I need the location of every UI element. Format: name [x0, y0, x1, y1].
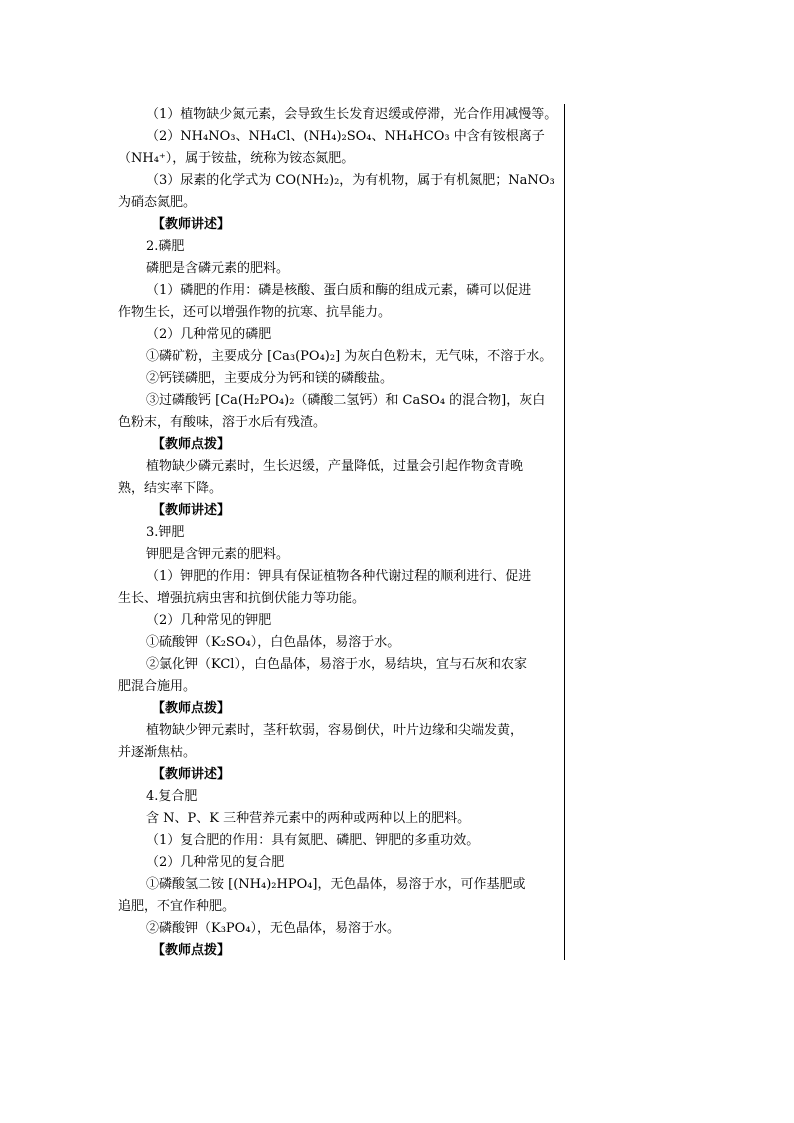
text-line: 生长、增强抗病虫害和抗倒伏能力等功能。 — [118, 591, 366, 606]
text-line: ①硫酸钾（K₂SO₄），白色晶体，易溶于水。 — [146, 635, 401, 650]
subsection-title: 2.磷肥 — [146, 239, 185, 254]
text-line: 熟，结实率下降。 — [118, 481, 223, 496]
section-heading: 【教师讲述】 — [152, 503, 231, 518]
text-line: ①磷矿粉，主要成分 [Ca₃(PO₄)₂] 为灰白色粉末，无气味，不溶于水。 — [146, 349, 553, 364]
section-heading: 【教师点拨】 — [152, 943, 231, 958]
text-line: 作物生长，还可以增强作物的抗寒、抗旱能力。 — [118, 305, 392, 320]
text-line: 植物缺少磷元素时，生长迟缓，产量降低，过量会引起作物贪青晚 — [146, 459, 524, 474]
text-line: （1）植物缺少氮元素，会导致生长发育迟缓或停滞，光合作用减慢等。 — [146, 107, 558, 122]
section-heading: 【教师讲述】 — [152, 767, 231, 782]
text-line: 钾肥是含钾元素的肥料。 — [146, 547, 290, 562]
text-line: 并逐渐焦枯。 — [118, 745, 197, 760]
text-line: （2）NH₄NO₃、NH₄Cl、(NH₄)₂SO₄、NH₄HCO₃ 中含有铵根离子 — [146, 129, 545, 144]
text-line: （2）几种常见的复合肥 — [146, 855, 285, 870]
text-line: （NH₄⁺），属于铵盐，统称为铵态氮肥。 — [118, 151, 355, 166]
text-line: （1）复合肥的作用：具有氮肥、磷肥、钾肥的多重功效。 — [146, 833, 480, 848]
text-line: 植物缺少钾元素时，茎秆软弱，容易倒伏，叶片边缘和尖端发黄， — [146, 723, 524, 738]
text-line: （2）几种常见的钾肥 — [146, 613, 272, 628]
subsection-title: 4.复合肥 — [146, 789, 198, 804]
text-line: 磷肥是含磷元素的肥料。 — [146, 261, 290, 276]
text-line: ①磷酸氢二铵 [(NH₄)₂HPO₄]，无色晶体，易溶于水，可作基肥或 — [146, 877, 526, 892]
text-line: ②磷酸钾（K₃PO₄），无色晶体，易溶于水。 — [146, 921, 401, 936]
text-line: 为硝态氮肥。 — [118, 195, 197, 210]
text-line: 色粉末，有酸味，溶于水后有残渣。 — [118, 415, 327, 430]
section-heading: 【教师点拨】 — [152, 437, 231, 452]
text-line: （3）尿素的化学式为 CO(NH₂)₂，为有机物，属于有机氮肥；NaNO₃ — [146, 173, 555, 188]
text-line: 含 N、P、K 三种营养元素中的两种或两种以上的肥料。 — [146, 811, 471, 826]
text-line: ③过磷酸钙 [Ca(H₂PO₄)₂（磷酸二氢钙）和 CaSO₄ 的混合物]，灰白 — [146, 393, 546, 408]
text-line: ②氯化钾（KCl），白色晶体，易溶于水，易结块，宜与石灰和农家 — [146, 657, 527, 672]
text-line: ②钙镁磷肥，主要成分为钙和镁的磷酸盐。 — [146, 371, 394, 386]
text-line: 追肥，不宜作种肥。 — [118, 899, 236, 914]
section-heading: 【教师讲述】 — [152, 217, 231, 232]
text-line: 肥混合施用。 — [118, 679, 197, 694]
subsection-title: 3.钾肥 — [146, 525, 185, 540]
section-heading: 【教师点拨】 — [152, 701, 231, 716]
text-line: （1）磷肥的作用：磷是核酸、蛋白质和酶的组成元素，磷可以促进 — [146, 283, 532, 298]
text-line: （2）几种常见的磷肥 — [146, 327, 272, 342]
text-line: （1）钾肥的作用：钾具有保证植物各种代谢过程的顺利进行、促进 — [146, 569, 532, 584]
